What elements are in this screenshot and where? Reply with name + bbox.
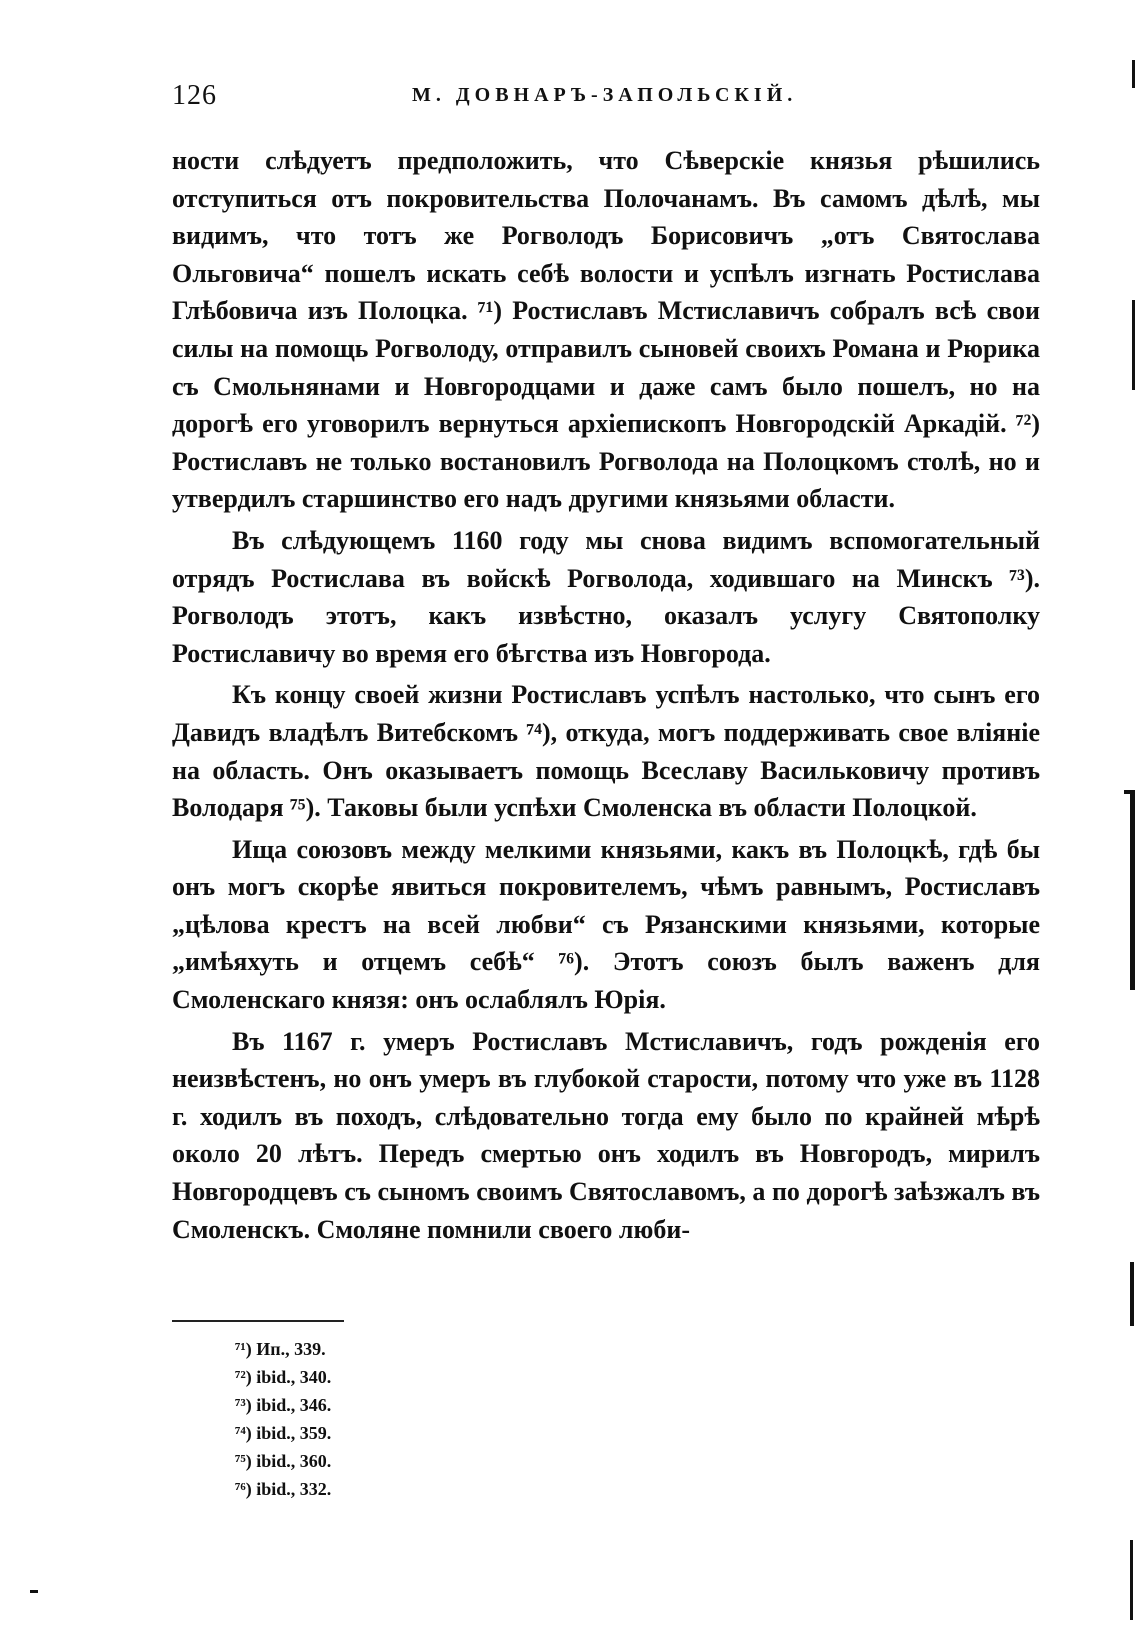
footnote-75: ⁷⁵) ibid., 360. xyxy=(235,1451,332,1471)
scan-edge-mark xyxy=(30,1590,38,1593)
body-text xyxy=(172,142,1040,1248)
footnote-73: ⁷³) ibid., 346. xyxy=(235,1395,332,1415)
scan-edge-mark xyxy=(1130,790,1135,990)
footnote-76: ⁷⁶) ibid., 332. xyxy=(235,1479,332,1499)
paragraph-3: Къ концу своей жизни Ростиславъ успѣлъ настолько, что сынъ его Давидъ владѣлъ Витебскомъ ⁷⁴), откуда, могъ поддерживать свое вліяніе на область. Онъ оказываетъ помощь Всеславу Васильковичу противъ Володаря ⁷⁵). Таковы были успѣхи Смоленска въ области Полоцкой. xyxy=(172,680,1040,823)
scan-edge-mark xyxy=(1124,790,1134,794)
page-number: 126 xyxy=(172,80,217,111)
paragraph-2: Въ слѣдующемъ 1160 году мы снова видимъ вспомогательный отрядъ Ростислава въ войскѣ Рогволода, ходившаго на Минскъ ⁷³). Рогволодъ этотъ, какъ извѣстно, оказалъ услугу Святополку Ростиславичу во время его бѣгства изъ Новгорода. xyxy=(172,525,1040,668)
scan-edge-mark xyxy=(1132,300,1135,390)
paragraph-1: ности слѣдуетъ предположить, что Сѣверскіе князья рѣшились отступиться отъ покровительства Полочанамъ. Въ самомъ дѣлѣ, мы видимъ, что тотъ же Рогволодъ Борисовичъ „отъ Святослава Ольговича“ пошелъ искать себѣ волости и успѣлъ изгнать Ростислава Глѣбовича изъ Полоцка. ⁷¹) Ростиславъ Мстиславичъ собралъ всѣ свои силы на помощь Рогволоду, отправилъ сыновей своихъ Романа и Рюрика съ Смольнянами и Новгородцами и даже самъ было пошелъ, но на дорогѣ его уговорилъ вернуться архіепископъ Новгородскій Аркадій. ⁷²) Ростиславъ не только востановилъ Рогволода на Полоцкомъ столѣ, но и утвердилъ старшинство его надъ другими князьями области. xyxy=(172,146,1040,514)
scan-edge-mark xyxy=(1132,60,1135,88)
page-header xyxy=(172,80,1032,120)
scan-edge-mark xyxy=(1130,1262,1134,1326)
footnote-divider xyxy=(172,1320,344,1322)
paragraph-4: Ища союзовъ между мелкими князьями, какъ въ Полоцкѣ, гдѣ бы онъ могъ скорѣе явиться покровителемъ, чѣмъ равнымъ, Ростиславъ „цѣлова крестъ на всей любви“ съ Рязанскими князьями, которые „имѣяхуть и отцемъ себѣ“ ⁷⁶). Этотъ союзъ былъ важенъ для Смоленскаго князя: онъ ослаблялъ Юрія. xyxy=(172,834,1040,1015)
footnote-74: ⁷⁴) ibid., 359. xyxy=(235,1423,332,1443)
scan-edge-mark xyxy=(1130,1540,1133,1620)
running-head: М. ДОВНАРЪ-ЗАПОЛЬСКІЙ. xyxy=(412,84,798,106)
paragraph-5: Въ 1167 г. умеръ Ростиславъ Мстиславичъ, годъ рожденія его неизвѣстенъ, но онъ умеръ въ глубокой старости, потому что уже въ 1128 г. ходилъ въ походъ, слѣдовательно тогда ему было по крайней мѣрѣ около 20 лѣтъ. Передъ смертью онъ ходилъ въ Новгородъ, мирилъ Новгородцевъ съ сыномъ своимъ Святославомъ, а по дорогѣ заѣзжалъ въ Смоленскъ. Смоляне помнили своего люби- xyxy=(172,1026,1040,1244)
footnote-71: ⁷¹) Ип., 339. xyxy=(235,1339,326,1359)
footnotes xyxy=(235,1335,331,1503)
footnote-72: ⁷²) ibid., 340. xyxy=(235,1367,332,1387)
